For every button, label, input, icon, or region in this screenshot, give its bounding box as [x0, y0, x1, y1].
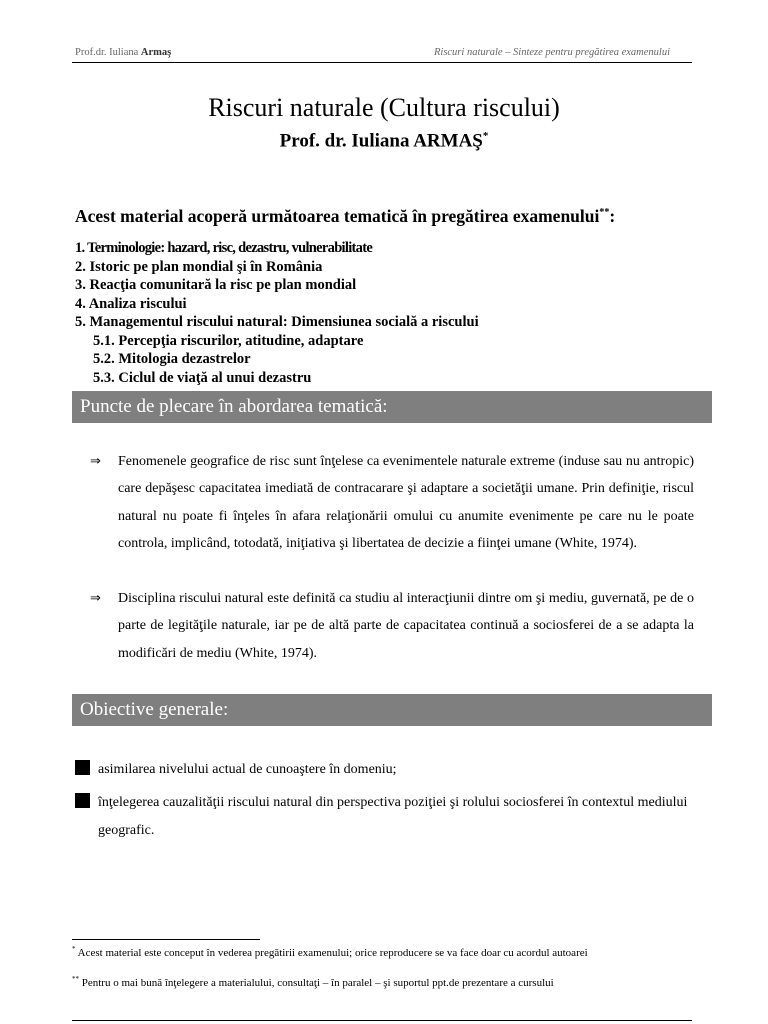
header-author: [75, 47, 171, 58]
objective-item: [75, 789, 694, 845]
topic-subitem: 5.2. Mitologia dezastrelor: [93, 351, 251, 367]
subtitle-author: Prof. dr. Iuliana ARMAŞ: [279, 130, 483, 152]
starting-point-text: Fenomenele geografice de risc sunt înţelese ca evenimentele naturale extreme (induse sau nu antropic) care depăşesc capacitatea imediată de contracarare şi adaptare a societăţii umane. Prin definiţie, riscul natural nu poate fi înţeles în afara relaţionării omului cu anumite evenimente pe care nu le poate controla, implicând, totodată, iniţiativa şi libertatea de decizie a fiinţei umane (White, 1974).: [118, 454, 694, 551]
starting-point-text: Disciplina riscului natural este definită ca studiu al interacţiunii dintre om şi mediu, guvernată, pe de o parte de legităţile naturale, iar pe de altă parte de capacitatea continuă a sociosferei de a se adapta la modificări de mediu (White, 1974).: [118, 591, 694, 661]
intro-line: [75, 206, 615, 227]
topic-item: 5. Managementul riscului natural: Dimensiunea socială a riscului: [75, 314, 479, 330]
header-course: Riscuri naturale – Sinteze pentru pregătirea examenului: [433, 47, 670, 58]
implies-arrow-icon: ⇒: [90, 591, 101, 606]
footer-rule: [72, 1020, 692, 1021]
topic-item: 3. Reacţia comunitară la risc pe plan mondial: [75, 277, 357, 293]
footnote-text: Acest material este conceput în vederea pregătirii examenului; orice reproducere se va face doar cu acordul autoarei: [77, 947, 588, 959]
section-heading-objectives: Obiective generale:: [72, 694, 712, 726]
footnote-mark: *: [72, 945, 76, 953]
header-author-prefix: Prof.dr. Iuliana: [75, 47, 141, 58]
intro-colon: :: [609, 206, 616, 226]
header-rule: [72, 62, 692, 63]
starting-point-item: [90, 448, 694, 557]
topic-subitem: 5.1. Percepţia riscurilor, atitudine, adaptare: [93, 332, 364, 349]
objective-item: [75, 756, 694, 784]
intro-footnote-mark: **: [599, 207, 610, 219]
intro-text: Acest material acoperă următoarea tematică în pregătirea examenului: [75, 206, 600, 226]
subtitle-footnote-mark: *: [482, 130, 489, 142]
header-author-surname: Armaş: [140, 47, 172, 58]
topic-item: 4. Analiza riscului: [75, 295, 187, 312]
section-heading-starting-points: Puncte de plecare în abordarea tematică:: [72, 391, 712, 423]
document-subtitle: [0, 130, 768, 152]
topic-list: [75, 239, 479, 387]
footnote-mark: **: [72, 975, 79, 983]
footnote: [72, 977, 554, 989]
footnote: [72, 947, 588, 959]
objective-text: asimilarea nivelului actual de cunoaştere în domeniu;: [98, 762, 397, 777]
footnote-separator: [72, 939, 260, 940]
topic-subitem: 5.3. Ciclul de viaţă al unui dezastru: [93, 369, 312, 386]
starting-point-item: [90, 585, 694, 667]
footnote-text: Pentru o mai bună înţelegere a materialului, consultaţi – în paralel – şi suportul ppt.de prezentare a cursului: [81, 977, 554, 989]
topic-item: 1. Terminologie: hazard, risc, dezastru, vulnerabilitate: [75, 240, 373, 256]
objective-text: înţelegerea cauzalităţii riscului natural din perspectiva poziţiei şi rolului sociosferei în contextul mediului geografic.: [98, 795, 688, 838]
implies-arrow-icon: ⇒: [90, 454, 101, 469]
topic-item: 2. Istoric pe plan mondial şi în România: [75, 258, 323, 275]
square-bullet-icon: [75, 760, 90, 775]
document-title: Riscuri naturale (Cultura riscului): [208, 93, 560, 122]
square-bullet-icon: [75, 793, 90, 808]
